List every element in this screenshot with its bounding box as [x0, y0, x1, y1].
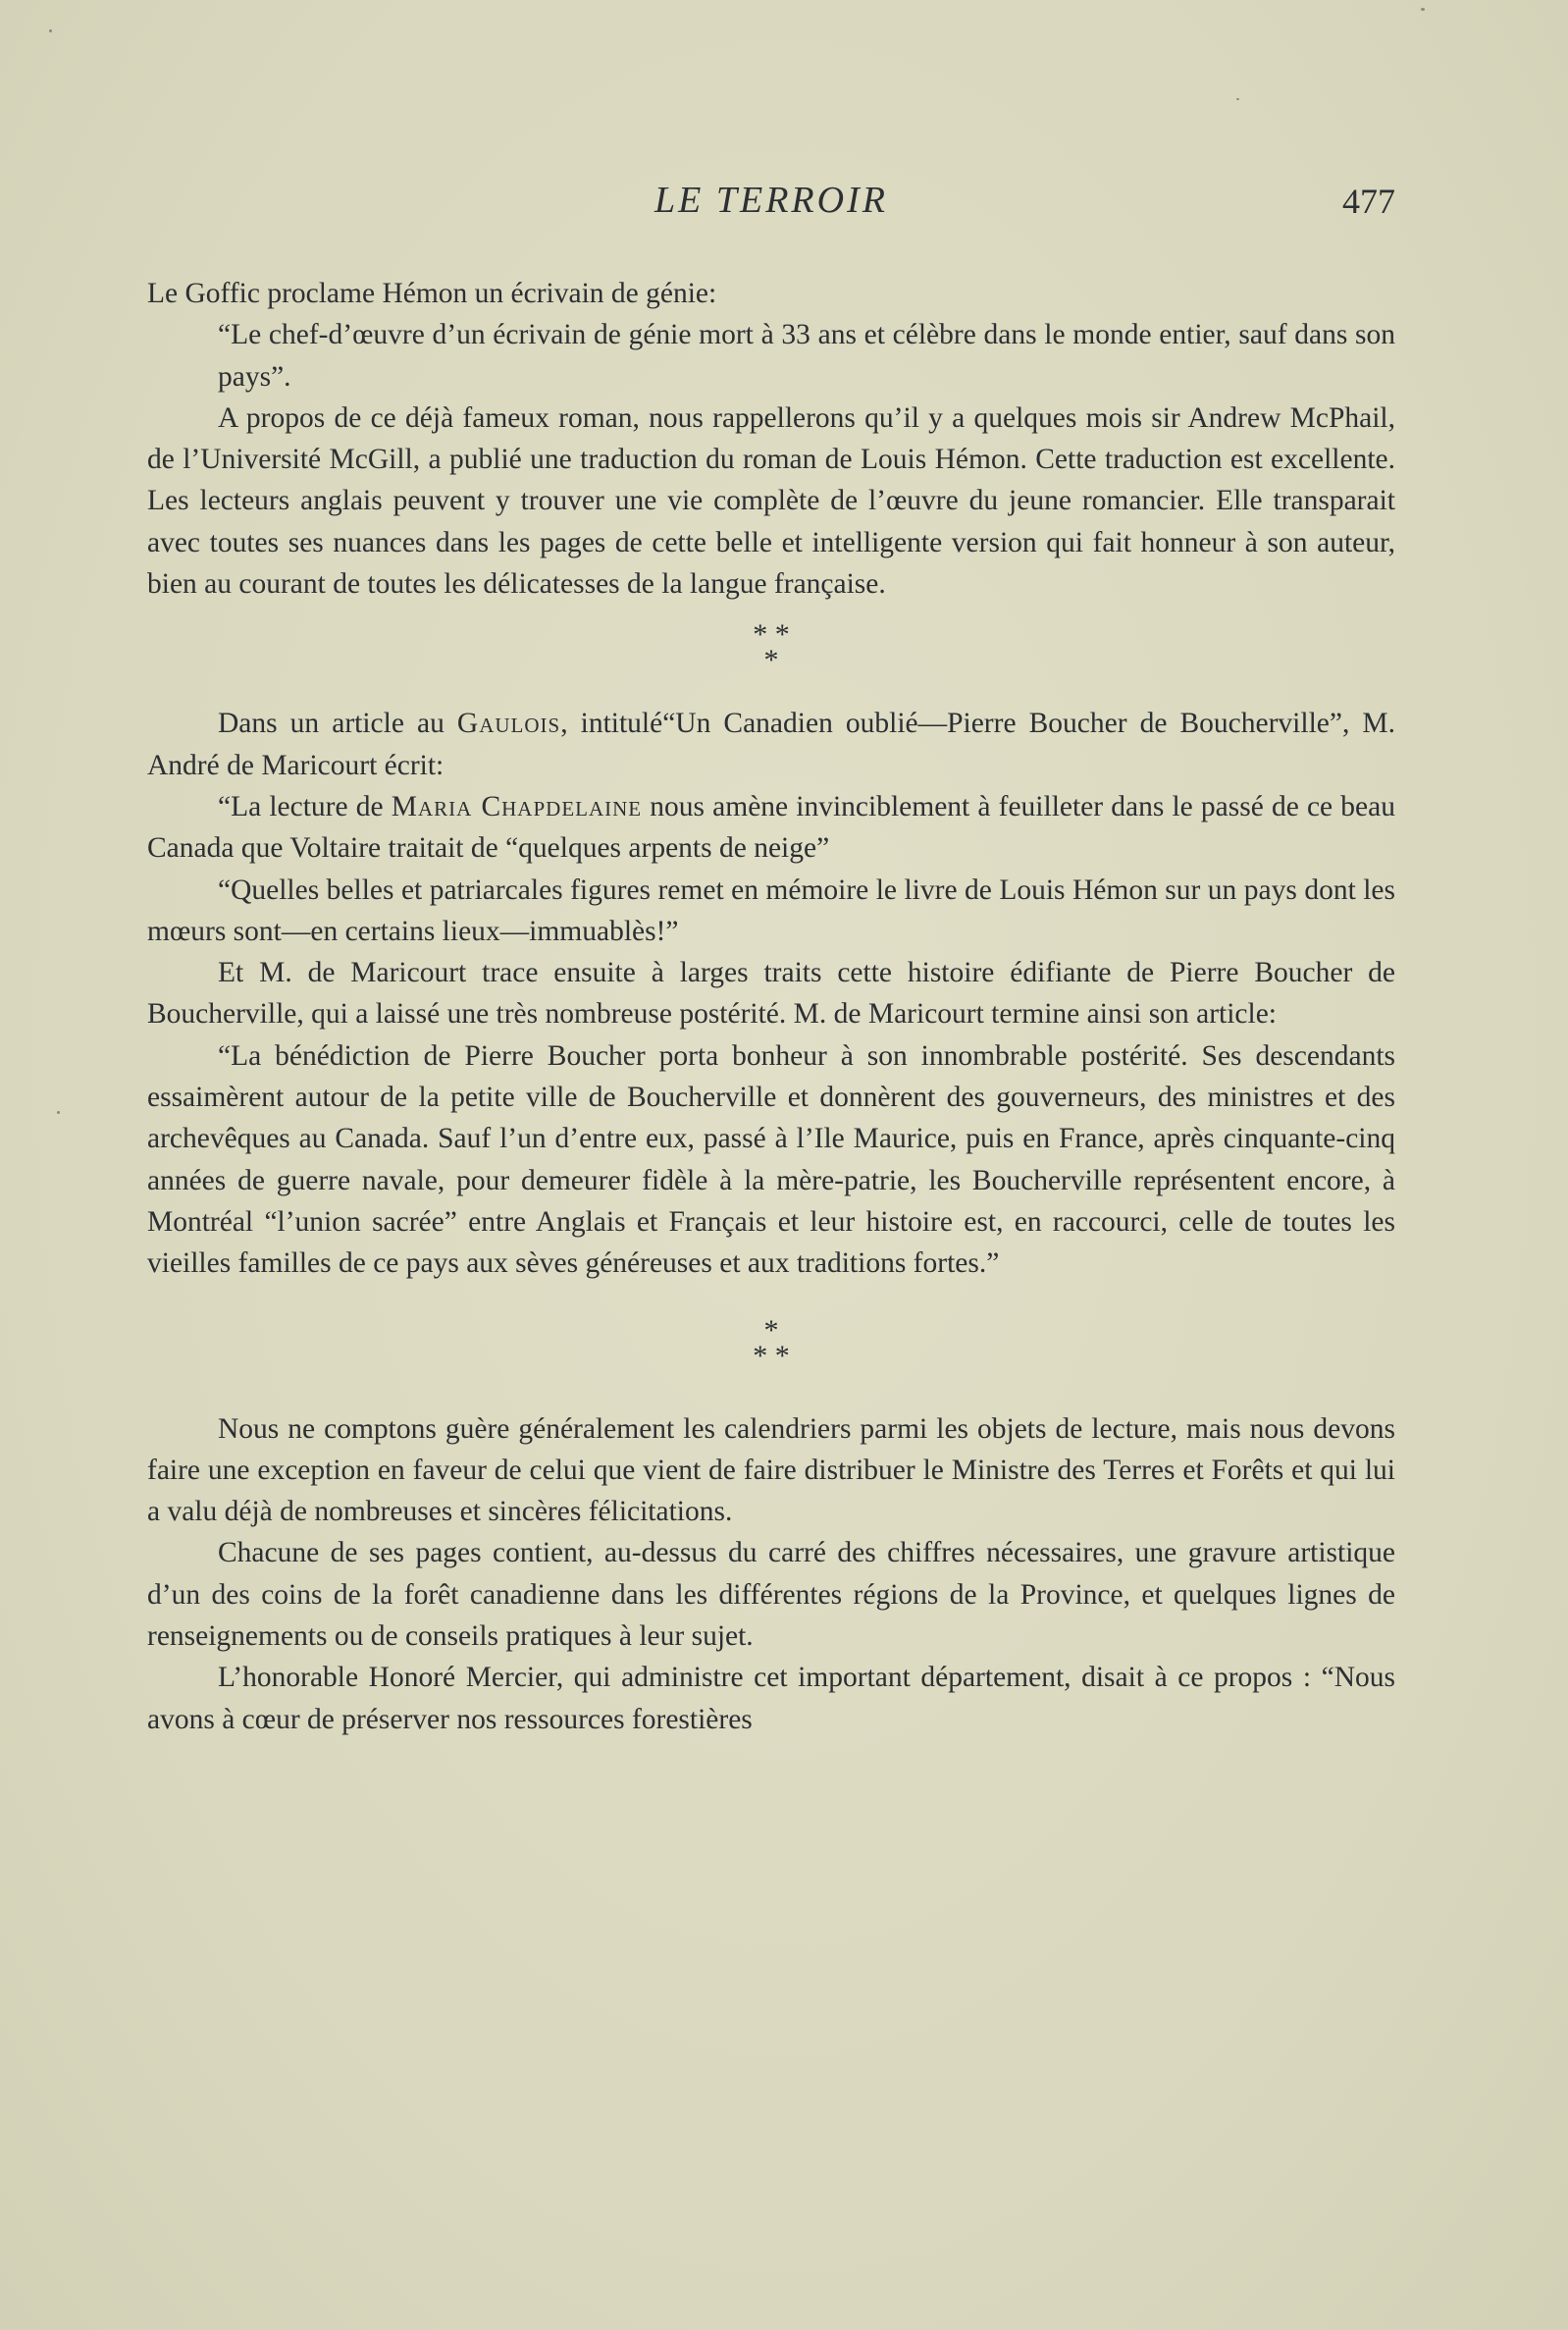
- running-head: [147, 179, 1395, 228]
- paragraph: Le Goffic proclame Hémon un écrivain de génie:: [147, 278, 717, 309]
- quote-paragraph: “Quelles belles et patriarcales figures remet en mémoire le livre de Louis Hémon sur un pays dont les mœurs sont—en certains lieux—immuablès!”: [147, 874, 1395, 947]
- paper-speck: [49, 29, 52, 32]
- quote-paragraph: “Le chef-d’œuvre d’un écrivain de génie mort à 33 ans et célèbre dans le monde entier, sauf dans son pays”.: [218, 319, 1395, 393]
- text-run: “La lecture de: [218, 790, 392, 822]
- book-title: Maria Chapdelaine: [391, 790, 643, 822]
- paragraph: Chacune de ses pages contient, au-dessus du carré des chiffres nécessaires, une gravure artistique d’un des coins de la forêt canadienne dans les différentes régions de la Province, et quelques lignes de renseignements ou de conseils pratiques à leur sujet.: [147, 1537, 1395, 1653]
- text-run: , intitulé“Un Canadien oublié—Pierre Boucher de Boucherville”, M. André de Maricourt écrit:: [147, 708, 1395, 781]
- paragraph: Nous ne comptons guère généralement les calendriers parmi les objets de lecture, mais nous devons faire une exception en faveur de celui que vient de faire distribuer le Ministre des Terres et Forêts et qui lui a valu déjà de nombreuses et sincères félicitations.: [147, 1412, 1395, 1528]
- paper-speck: [57, 1111, 60, 1114]
- page-body: [147, 273, 1395, 1740]
- journal-name: Gaulois: [456, 708, 561, 740]
- text-run: nous amène invinciblement à feuilleter dans le passé de ce beau Canada que Voltaire traitait de “quelques arpents de neige”: [147, 790, 1395, 865]
- text-run: Dans un article au: [218, 708, 457, 740]
- asterism-bottom: *: [763, 644, 779, 677]
- asterism-top: * *: [753, 618, 790, 652]
- quote-paragraph: [147, 786, 1395, 870]
- paper-speck: [1421, 8, 1425, 11]
- running-title: LE TERROIR: [654, 180, 888, 221]
- paragraph: Et M. de Maricourt trace ensuite à larges traits cette histoire édifiante de Pierre Boucher de Boucherville, qui a laissé une très nombreuse postérité. M. de Maricourt termine ainsi son article:: [147, 957, 1395, 1031]
- paragraph: L’honorable Honoré Mercier, qui administre cet important département, disait à ce propos : “Nous avons à cœur de préserver nos ressources forestières: [147, 1662, 1395, 1735]
- asterism-separator: [147, 618, 1395, 677]
- quote-paragraph: “La bénédiction de Pierre Boucher porta bonheur à son innombrable postérité. Ses descendants essaimèrent autour de la petite ville de Boucherville et donnèrent des gouverneurs, des ministres et des archevêques au Canada. Sauf l’un d’entre eux, passé à l’Ile Maurice, puis en France, après cinquante-cinq années de guerre navale, pour demeurer fidèle à la mère-patrie, les Boucherville représentent encore, à Montréal “l’union sacrée” entre Anglais et Français et leur histoire est, en raccourci, celle de toutes les vieilles familles de ce pays aux sèves généreuses et aux traditions fortes.”: [147, 1039, 1395, 1280]
- paragraph: [147, 703, 1395, 786]
- paragraph: A propos de ce déjà fameux roman, nous rappellerons qu’il y a quelques mois sir Andrew McPhail, de l’Université McGill, a publié une traduction du roman de Louis Hémon. Cette traduction est excellente. Les lecteurs anglais peuvent y trouver une vie complète de l’œuvre du jeune romancier. Elle transparait avec toutes ses nuances dans les pages de cette belle et intelligente version qui fait honneur à son auteur, bien au courant de toutes les délicatesses de la langue française.: [147, 401, 1395, 601]
- paper-speck: [1236, 98, 1239, 100]
- asterism-separator: [147, 1313, 1395, 1372]
- asterism-top: *: [763, 1313, 779, 1347]
- asterism-bottom: * *: [753, 1339, 790, 1372]
- page-number: 477: [1342, 182, 1395, 221]
